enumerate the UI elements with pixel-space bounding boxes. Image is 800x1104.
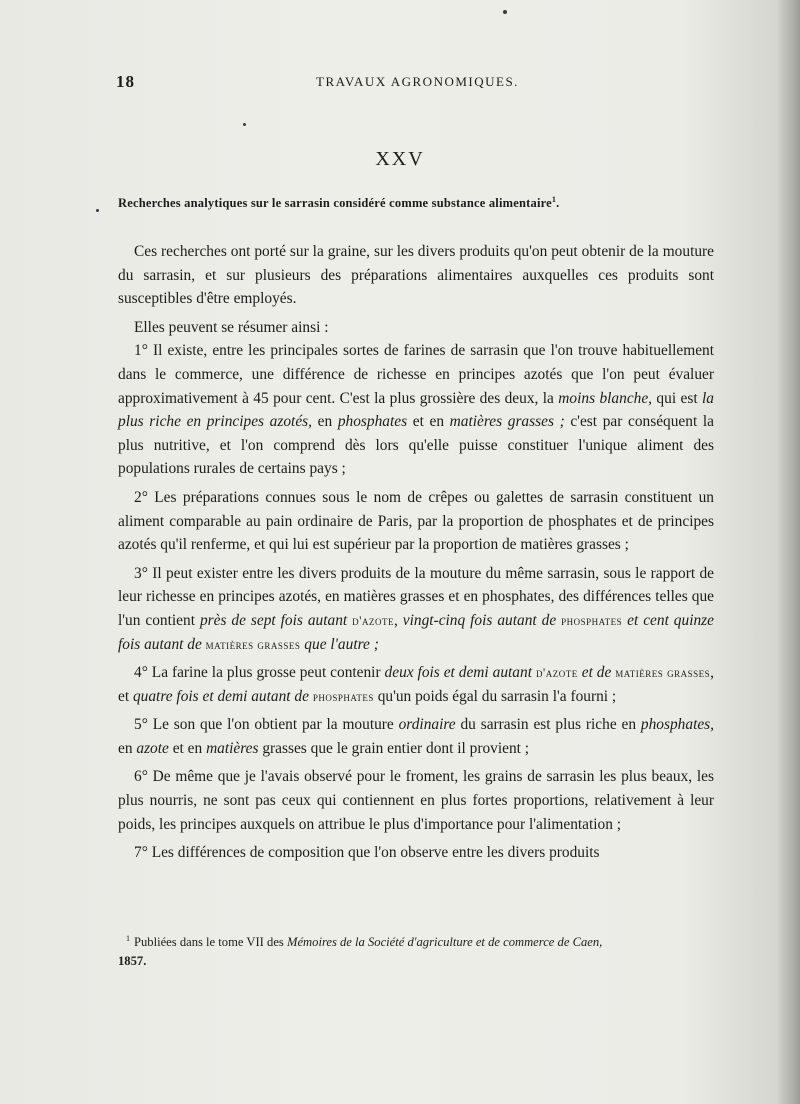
footnote-year: 1857. (118, 954, 147, 968)
emphasis: près de sept fois autant (199, 611, 348, 629)
page-number: 18 (116, 72, 135, 91)
footnote-journal: Mémoires de la Société d'agriculture et de commerce de Caen, (286, 935, 603, 949)
text-run: en (312, 413, 338, 431)
text-run: et en (168, 739, 207, 757)
emphasis: azote (136, 739, 169, 757)
print-speck (243, 123, 246, 126)
running-title: TRAVAUX AGRONOMIQUES. (316, 74, 519, 89)
small-caps: d'azote (535, 665, 578, 681)
small-caps: phosphates (312, 688, 374, 704)
small-caps: matières grasses (615, 665, 711, 681)
text-run: 4° La farine la plus grosse peut contenir (134, 664, 385, 682)
paragraph-point-6: 6° De même que je l'avais observé pour le froment, les grains de sarrasin les plus beaux, les plus nourris, ne sont pas ceux qui contiennent en plus fortes proportions, relativement à leur poids, les principes auxquels on attribue le plus d'importance pour l'alimentation ; (118, 768, 714, 833)
paragraph-point-3 (118, 562, 714, 656)
article-title-text: Recherches analytiques sur le sarrasin considéré comme substance alimentaire (118, 196, 552, 210)
emphasis: matières grasses ; (449, 413, 565, 431)
paragraph-intro: Ces recherches ont porté sur la graine, sur les divers produits qu'on peut obtenir de la mouture du sarrasin, et sur plusieurs des préparations alimentaires auxquelles ces produits sont susceptibles d'être employés. (118, 243, 714, 308)
paragraph-point-1 (118, 339, 714, 481)
emphasis: que l'autre ; (304, 635, 379, 653)
text-run: , et (118, 664, 714, 705)
text-run: 3° Il peut exister entre les divers produits de la mouture du même sarrasin, sous le rapport de leur richesse en principes azotés, en matières grasses et en phosphates, des différences telles que l'un contient (118, 564, 714, 629)
text-run: , (393, 611, 403, 629)
paragraph-point-7: 7° Les différences de composition que l'on observe entre les divers produits (134, 844, 600, 862)
running-header (116, 72, 720, 94)
paragraph-summary-lead: Elles peuvent se résumer ainsi : (134, 318, 329, 336)
footnote-text: Publiées dans le tome VII des (134, 935, 287, 949)
emphasis: la plus riche en principes azotés, (118, 389, 714, 431)
small-caps: phosphates (561, 612, 623, 628)
text-run: qu'un poids égal du sarrasin l'a fourni ; (373, 687, 617, 705)
emphasis: phosphates (337, 413, 408, 431)
footnote-marker: 1 (126, 933, 130, 943)
small-caps: d'azote (352, 612, 394, 628)
paragraph-point-2: 2° Les préparations connues sous le nom de crêpes ou galettes de sarrasin constituent un aliment comparable au pain ordinaire de Paris, par la proportion de phosphates et de principes azotés qu'il renferme, et qui lui est supérieur par la proportion de matières grasses ; (118, 488, 714, 554)
print-speck (96, 209, 99, 212)
emphasis: phosphates, (640, 716, 715, 734)
text-run: 1° Il existe, entre les principales sortes de farines de sarrasin que l'on trouve habituellement dans le commerce, une différence de richesse en principes azotés que l'on peut évaluer approximativement à 45 pour cent. C'est la plus grossière des deux, la (118, 342, 714, 407)
text-run: du sarrasin est plus riche en (455, 716, 641, 734)
chapter-number: XXV (375, 148, 425, 170)
emphasis: matières (206, 739, 259, 757)
small-caps: matières grasses (205, 636, 301, 652)
text-run: 5° Le son que l'on obtient par la mouture (134, 716, 399, 734)
emphasis: deux fois et demi autant (384, 664, 532, 682)
paragraph-point-4 (118, 661, 714, 708)
emphasis: ordinaire (398, 716, 456, 734)
text-run: c'est par conséquent la plus nutritive, et l'on comprend dès lors qu'elle puisse constituer l'unique aliment des populations rurales de certains pays ; (118, 413, 714, 478)
text-run: et en (407, 413, 450, 431)
emphasis: vingt-cinq fois autant de (402, 611, 557, 629)
footnote-reference: 1 (551, 194, 557, 204)
emphasis: moins blanche, (558, 389, 653, 407)
paragraph-point-5 (118, 713, 714, 760)
article-title: Recherches analytiques sur le sarrasin considéré comme substance alimentaire$^1$. (118, 194, 560, 210)
footnote-line (118, 933, 718, 952)
text-run: qui est (652, 389, 703, 407)
body-text (118, 240, 714, 865)
text-run: grasses que le grain entier dont il provient ; (258, 739, 530, 757)
emphasis: quatre fois et demi autant de (132, 687, 309, 705)
emphasis: et de (581, 664, 612, 682)
text-run: en (118, 739, 137, 757)
print-speck (503, 10, 507, 14)
footnote (118, 933, 718, 971)
emphasis: et cent quinze fois autant de (118, 611, 714, 653)
